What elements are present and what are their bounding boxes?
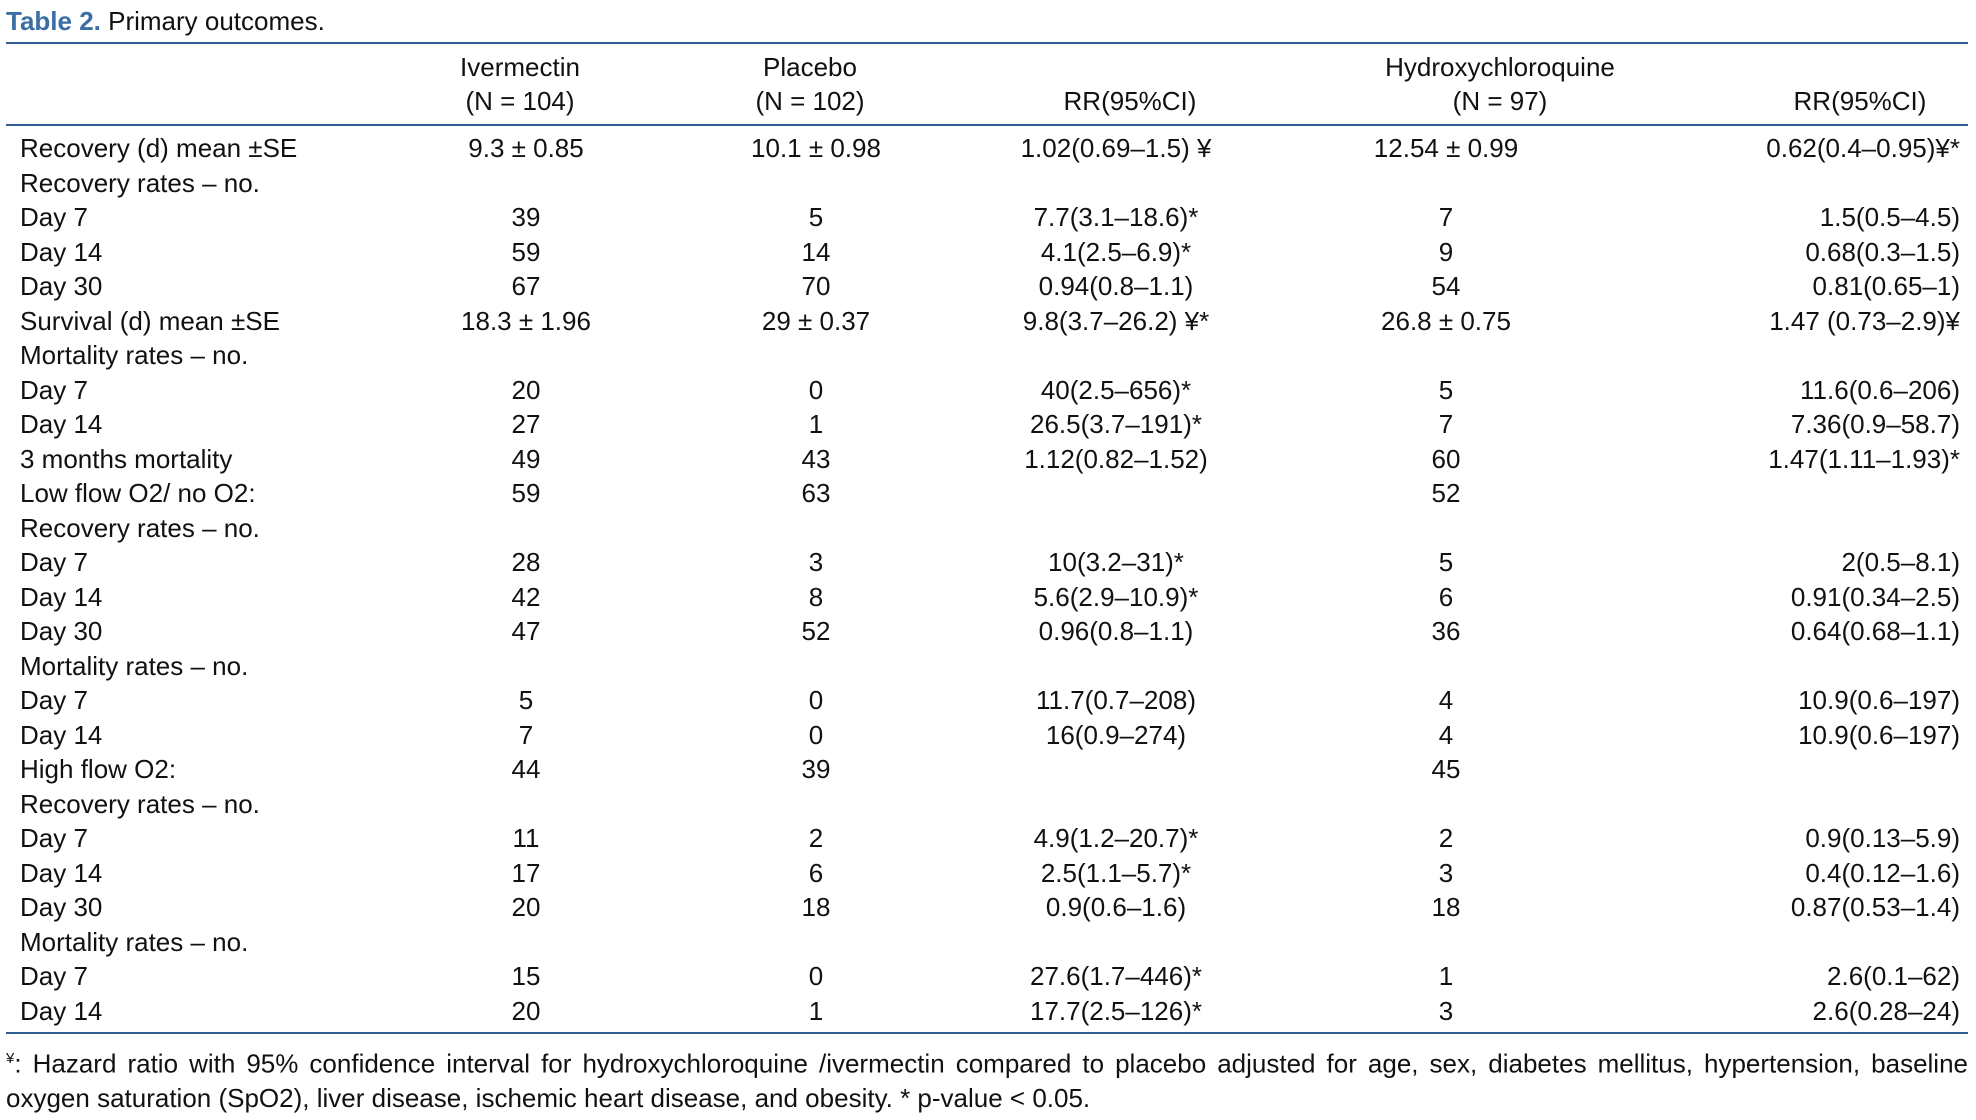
- footnote-symbol: ¥: [6, 1050, 15, 1067]
- table-row: [6, 649, 1968, 684]
- rr-hcq-value: [1646, 476, 1968, 511]
- placebo-value: 6: [808, 857, 824, 888]
- rr-hcq-value: [1646, 649, 1968, 684]
- footnote-text: : Hazard ratio with 95% confidence interval for hydroxychloroquine /ivermectin compared to placebo adjusted for age, sex, diabetes mellitus, hypertension, baseline oxygen saturation (SpO2), liver disease, ischemic heart disease, and obesity. * p-value < 0.05.: [6, 1048, 1968, 1113]
- rr-hcq-value: 1.5(0.5–4.5): [1819, 202, 1960, 232]
- hcq-value: 2: [1438, 823, 1454, 853]
- row-label: Recovery rates – no.: [20, 512, 260, 543]
- hcq-value: 6: [1438, 581, 1454, 612]
- ivermectin-value: [406, 925, 646, 960]
- table-row: [6, 476, 1968, 511]
- rr-hcq-value: 0.87(0.53–1.4): [1790, 892, 1960, 922]
- rr-hcq-value: [1646, 338, 1968, 373]
- placebo-value: 1: [808, 995, 824, 1026]
- table-number: Table 2.: [6, 6, 101, 36]
- ivermectin-value: [406, 787, 646, 822]
- hcq-value: 7: [1438, 409, 1454, 439]
- hcq-value: 7: [1438, 202, 1454, 232]
- rr-ivermectin-value: [986, 649, 1246, 684]
- rr-ivermectin-value: 5.6(2.9–10.9)*: [1033, 581, 1199, 612]
- rr-hcq-value: 0.81(0.65–1): [1812, 271, 1960, 301]
- hcq-value: 60: [1431, 443, 1461, 474]
- rr-ivermectin-value: [986, 787, 1246, 822]
- table-row: [6, 856, 1968, 891]
- placebo-value: 3: [808, 547, 824, 577]
- ivermectin-value: 28: [511, 547, 541, 577]
- table-caption: Primary outcomes.: [100, 6, 325, 36]
- header-hydroxychloroquine: [1340, 50, 1660, 118]
- ivermectin-value: 5: [518, 685, 534, 715]
- header-hcq-label: Hydroxychloroquine: [1385, 52, 1615, 82]
- row-label: Day 7: [20, 202, 88, 232]
- row-label: Day 7: [20, 374, 88, 405]
- header-rr-hcq-label: RR(95%CI): [1793, 86, 1927, 116]
- row-label: Mortality rates – no.: [20, 650, 249, 681]
- ivermectin-value: 44: [511, 754, 541, 784]
- rr-hcq-value: [1646, 787, 1968, 822]
- table-row: [6, 683, 1968, 718]
- placebo-value: 14: [801, 236, 831, 267]
- placebo-value: [646, 787, 986, 822]
- ivermectin-value: [406, 338, 646, 373]
- rr-hcq-value: [1646, 511, 1968, 546]
- ivermectin-value: 47: [511, 616, 541, 646]
- hcq-value: 12.54 ± 0.99: [1373, 133, 1519, 163]
- placebo-value: 39: [801, 754, 831, 784]
- rr-ivermectin-value: 27.6(1.7–446)*: [1029, 961, 1203, 991]
- rr-ivermectin-value: 4.1(2.5–6.9)*: [1040, 236, 1192, 267]
- rr-hcq-value: 0.9(0.13–5.9): [1805, 823, 1960, 853]
- row-label: Day 30: [20, 892, 103, 922]
- rr-hcq-value: 10.9(0.6–197): [1798, 685, 1960, 715]
- placebo-value: 0: [808, 374, 824, 405]
- rr-ivermectin-value: 0.96(0.8–1.1): [1038, 616, 1194, 646]
- ivermectin-value: [406, 511, 646, 546]
- placebo-value: [646, 925, 986, 960]
- table-row: [6, 545, 1968, 580]
- hcq-value: 3: [1438, 995, 1454, 1026]
- footnote: [6, 1042, 1968, 1115]
- table-row: [6, 304, 1968, 339]
- row-label: Day 14: [20, 719, 103, 750]
- row-label: Day 14: [20, 581, 103, 612]
- table-row: [6, 821, 1968, 856]
- row-label: Low flow O2/ no O2:: [20, 478, 256, 508]
- hcq-value: 4: [1438, 719, 1454, 750]
- rr-hcq-value: 2.6(0.28–24): [1812, 995, 1960, 1026]
- table-row: [6, 235, 1968, 270]
- rr-ivermectin-value: [986, 476, 1246, 511]
- header-placebo-label: Placebo: [763, 52, 857, 82]
- rr-hcq-value: [1646, 166, 1968, 201]
- hcq-value: [1246, 338, 1646, 373]
- row-label: Day 14: [20, 409, 103, 439]
- ivermectin-value: [406, 649, 646, 684]
- header-rule: [6, 124, 1968, 126]
- table-row: [6, 131, 1968, 166]
- hcq-value: 52: [1431, 478, 1461, 508]
- hcq-value: 5: [1438, 547, 1454, 577]
- hcq-value: 54: [1431, 271, 1461, 301]
- row-label: Recovery rates – no.: [20, 167, 260, 198]
- rr-hcq-value: 0.62(0.4–0.95)¥*: [1766, 133, 1960, 163]
- row-label: Day 7: [20, 823, 88, 853]
- header-rr-ivermectin-label: RR(95%CI): [1063, 86, 1197, 116]
- rr-ivermectin-value: [986, 166, 1246, 201]
- ivermectin-value: 15: [511, 961, 541, 991]
- ivermectin-value: 49: [511, 443, 541, 474]
- hcq-value: 4: [1438, 685, 1454, 715]
- row-label: Day 14: [20, 995, 103, 1026]
- rr-ivermectin-value: [986, 752, 1246, 787]
- rr-hcq-value: 0.4(0.12–1.6): [1805, 857, 1960, 888]
- rr-ivermectin-value: 7.7(3.1–18.6)*: [1033, 202, 1199, 232]
- ivermectin-value: 17: [511, 857, 541, 888]
- table-row: [6, 269, 1968, 304]
- hcq-value: 45: [1431, 754, 1461, 784]
- placebo-value: 70: [801, 271, 831, 301]
- ivermectin-value: 59: [511, 478, 541, 508]
- hcq-value: [1246, 166, 1646, 201]
- ivermectin-value: 18.3 ± 1.96: [461, 305, 591, 336]
- outcomes-table: [6, 131, 1968, 1028]
- table-row: [6, 959, 1968, 994]
- rr-ivermectin-value: 1.02(0.69–1.5) ¥: [1020, 133, 1212, 163]
- rr-hcq-value: [1646, 925, 1968, 960]
- placebo-value: [646, 649, 986, 684]
- header-rr-ivermectin: [1010, 84, 1250, 118]
- rr-ivermectin-value: 2.5(1.1–5.7)*: [1040, 857, 1192, 888]
- header-ivermectin-n: (N = 104): [465, 86, 575, 116]
- hcq-value: 26.8 ± 0.75: [1381, 305, 1511, 336]
- rr-ivermectin-value: 10(3.2–31)*: [1048, 547, 1184, 577]
- rr-ivermectin-value: 26.5(3.7–191)*: [1029, 409, 1203, 439]
- ivermectin-value: 7: [518, 719, 534, 750]
- hcq-value: 36: [1431, 616, 1461, 646]
- rr-ivermectin-value: [986, 511, 1246, 546]
- ivermectin-value: 20: [511, 374, 541, 405]
- table-row: [6, 787, 1968, 822]
- row-label: Day 7: [20, 685, 88, 715]
- placebo-value: 0: [808, 719, 824, 750]
- table-row: [6, 166, 1968, 201]
- rr-hcq-value: 1.47 (0.73–2.9)¥: [1769, 305, 1960, 336]
- rr-hcq-value: 2.6(0.1–62): [1827, 961, 1960, 991]
- placebo-value: 5: [808, 202, 824, 232]
- rr-ivermectin-value: 4.9(1.2–20.7)*: [1033, 823, 1199, 853]
- rr-ivermectin-value: [986, 338, 1246, 373]
- rr-ivermectin-value: 16(0.9–274): [1045, 719, 1187, 750]
- row-label: Mortality rates – no.: [20, 926, 249, 957]
- placebo-value: 18: [801, 892, 831, 922]
- ivermectin-value: 20: [511, 892, 541, 922]
- row-label: High flow O2:: [20, 754, 177, 784]
- rr-hcq-value: 0.64(0.68–1.1): [1790, 616, 1960, 646]
- placebo-value: 1: [808, 409, 824, 439]
- rr-hcq-value: 2(0.5–8.1): [1841, 547, 1960, 577]
- rr-hcq-value: 0.91(0.34–2.5): [1790, 581, 1960, 612]
- placebo-value: 29 ± 0.37: [761, 305, 871, 336]
- hcq-value: [1246, 649, 1646, 684]
- table-row: [6, 614, 1968, 649]
- hcq-value: 5: [1438, 374, 1454, 405]
- table-body: [6, 131, 1968, 1028]
- row-label: 3 months mortality: [20, 443, 233, 474]
- rr-ivermectin-value: 0.94(0.8–1.1): [1038, 271, 1194, 301]
- header-placebo: [690, 50, 930, 118]
- row-label: Day 30: [20, 271, 103, 301]
- placebo-value: 63: [801, 478, 831, 508]
- header-ivermectin-label: Ivermectin: [460, 52, 580, 82]
- header-hcq-n: (N = 97): [1452, 86, 1548, 116]
- placebo-value: [646, 511, 986, 546]
- ivermectin-value: 11: [512, 823, 540, 853]
- ivermectin-value: 67: [511, 271, 541, 301]
- rr-ivermectin-value: 40(2.5–656)*: [1040, 374, 1192, 405]
- rr-ivermectin-value: 0.9(0.6–1.6): [1045, 892, 1187, 922]
- placebo-value: 10.1 ± 0.98: [751, 133, 881, 163]
- table-row: [6, 200, 1968, 235]
- placebo-value: 0: [808, 685, 824, 715]
- rr-hcq-value: [1646, 752, 1968, 787]
- hcq-value: 9: [1438, 236, 1454, 267]
- row-label: Day 14: [20, 857, 103, 888]
- row-label: Recovery (d) mean ±SE: [20, 133, 298, 163]
- bottom-rule: [6, 1032, 1968, 1034]
- rr-ivermectin-value: 17.7(2.5–126)*: [1029, 995, 1203, 1026]
- table-row: [6, 994, 1968, 1029]
- row-label: Survival (d) mean ±SE: [20, 305, 280, 336]
- table-row: [6, 752, 1968, 787]
- table-row: [6, 890, 1968, 925]
- row-label: Recovery rates – no.: [20, 788, 260, 819]
- rr-hcq-value: 1.47(1.11–1.93)*: [1768, 443, 1960, 474]
- placebo-value: 2: [808, 823, 824, 853]
- row-label: Day 14: [20, 236, 103, 267]
- table-title: [6, 4, 325, 38]
- header-rr-hydroxychloroquine: [1760, 84, 1960, 118]
- table-row: [6, 718, 1968, 753]
- placebo-value: 43: [801, 443, 831, 474]
- hcq-value: [1246, 925, 1646, 960]
- header-placebo-n: (N = 102): [755, 86, 865, 116]
- placebo-value: [646, 166, 986, 201]
- ivermectin-value: 59: [511, 236, 541, 267]
- row-label: Mortality rates – no.: [20, 340, 249, 370]
- rr-hcq-value: 7.36(0.9–58.7): [1790, 409, 1960, 439]
- placebo-value: 52: [801, 616, 831, 646]
- hcq-value: [1246, 787, 1646, 822]
- rr-hcq-value: 11.6(0.6–206): [1800, 374, 1960, 405]
- rr-ivermectin-value: 1.12(0.82–1.52): [1024, 443, 1208, 474]
- placebo-value: [646, 338, 986, 373]
- row-label: Day 7: [20, 961, 88, 991]
- ivermectin-value: 42: [511, 581, 541, 612]
- placebo-value: 0: [808, 961, 824, 991]
- table-row: [6, 442, 1968, 477]
- rr-ivermectin-value: [986, 925, 1246, 960]
- table-row: [6, 338, 1968, 373]
- row-label: Day 30: [20, 616, 103, 646]
- table-row: [6, 373, 1968, 408]
- ivermectin-value: 27: [511, 409, 541, 439]
- hcq-value: [1246, 511, 1646, 546]
- ivermectin-value: 9.3 ± 0.85: [468, 133, 584, 163]
- ivermectin-value: [406, 166, 646, 201]
- table-row: [6, 925, 1968, 960]
- header-ivermectin: [400, 50, 640, 118]
- hcq-value: 3: [1438, 857, 1454, 888]
- ivermectin-value: 39: [511, 202, 541, 232]
- rr-hcq-value: 10.9(0.6–197): [1798, 719, 1960, 750]
- top-rule: [6, 42, 1968, 44]
- rr-ivermectin-value: 11.7(0.7–208): [1036, 685, 1196, 715]
- rr-hcq-value: 0.68(0.3–1.5): [1805, 236, 1960, 267]
- table-row: [6, 511, 1968, 546]
- hcq-value: 1: [1438, 961, 1454, 991]
- hcq-value: 18: [1431, 892, 1461, 922]
- placebo-value: 8: [808, 581, 824, 612]
- row-label: Day 7: [20, 547, 88, 577]
- rr-ivermectin-value: 9.8(3.7–26.2) ¥*: [1022, 305, 1210, 336]
- table-row: [6, 407, 1968, 442]
- ivermectin-value: 20: [511, 995, 541, 1026]
- table-row: [6, 580, 1968, 615]
